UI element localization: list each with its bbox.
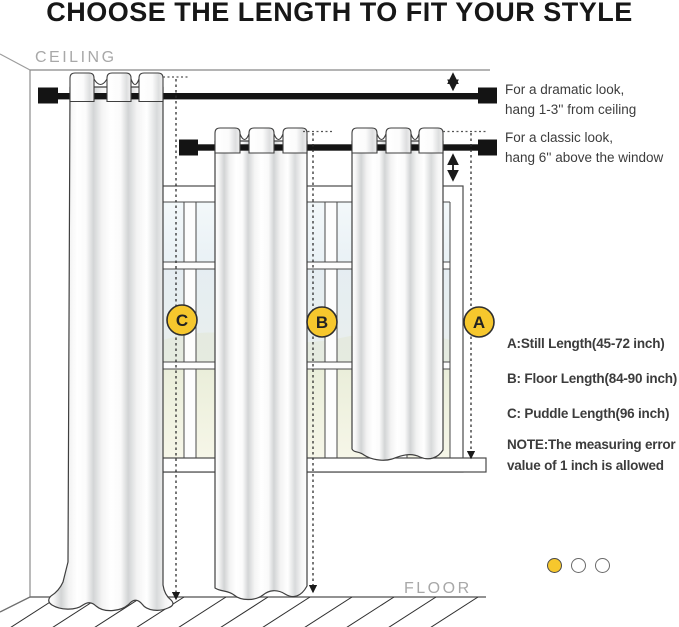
dramatic-look-line1: For a dramatic look, bbox=[505, 82, 625, 97]
dramatic-look-line2: hang 1-3'' from ceiling bbox=[505, 101, 637, 117]
measuring-note bbox=[507, 434, 676, 476]
measuring-note-line1: NOTE:The measuring error bbox=[507, 437, 676, 452]
classic-look-line1: For a classic look, bbox=[505, 130, 614, 145]
dramatic-look-note bbox=[505, 80, 636, 119]
length-b-label: B: Floor Length(84-90 inch) bbox=[507, 371, 678, 386]
classic-look-note bbox=[505, 128, 663, 167]
marker-a-letter: A bbox=[472, 313, 486, 333]
page-title: CHOOSE THE LENGTH TO FIT YOUR STYLE bbox=[46, 0, 633, 27]
marker-b-letter: B bbox=[315, 313, 329, 333]
classic-look-line2: hang 6'' above the window bbox=[505, 149, 664, 165]
rod-finial bbox=[478, 140, 497, 156]
curtain-c bbox=[49, 87, 173, 611]
floor-label: FLOOR bbox=[404, 580, 472, 597]
ceiling-label: CEILING bbox=[35, 49, 117, 66]
length-a-label: A:Still Length(45-72 inch) bbox=[507, 336, 665, 351]
length-c-label: C: Puddle Length(96 inch) bbox=[507, 406, 670, 421]
measuring-note-line2: value of 1 inch is allowed bbox=[507, 458, 664, 473]
rod-finial bbox=[478, 88, 497, 104]
marker-c-letter: C bbox=[175, 311, 189, 331]
curtain-b bbox=[215, 141, 307, 600]
marker-c-badge bbox=[167, 305, 197, 335]
carousel-dot-3[interactable] bbox=[595, 558, 610, 573]
carousel-dot-2[interactable] bbox=[571, 558, 586, 573]
marker-b-badge bbox=[307, 307, 337, 337]
rod-finial bbox=[38, 88, 58, 104]
carousel-dot-1[interactable] bbox=[547, 558, 562, 573]
rod-finial bbox=[179, 140, 198, 156]
curtain-a bbox=[352, 141, 443, 460]
window-sill bbox=[150, 458, 486, 472]
marker-a-badge bbox=[464, 307, 494, 337]
carousel-dots bbox=[547, 558, 610, 573]
